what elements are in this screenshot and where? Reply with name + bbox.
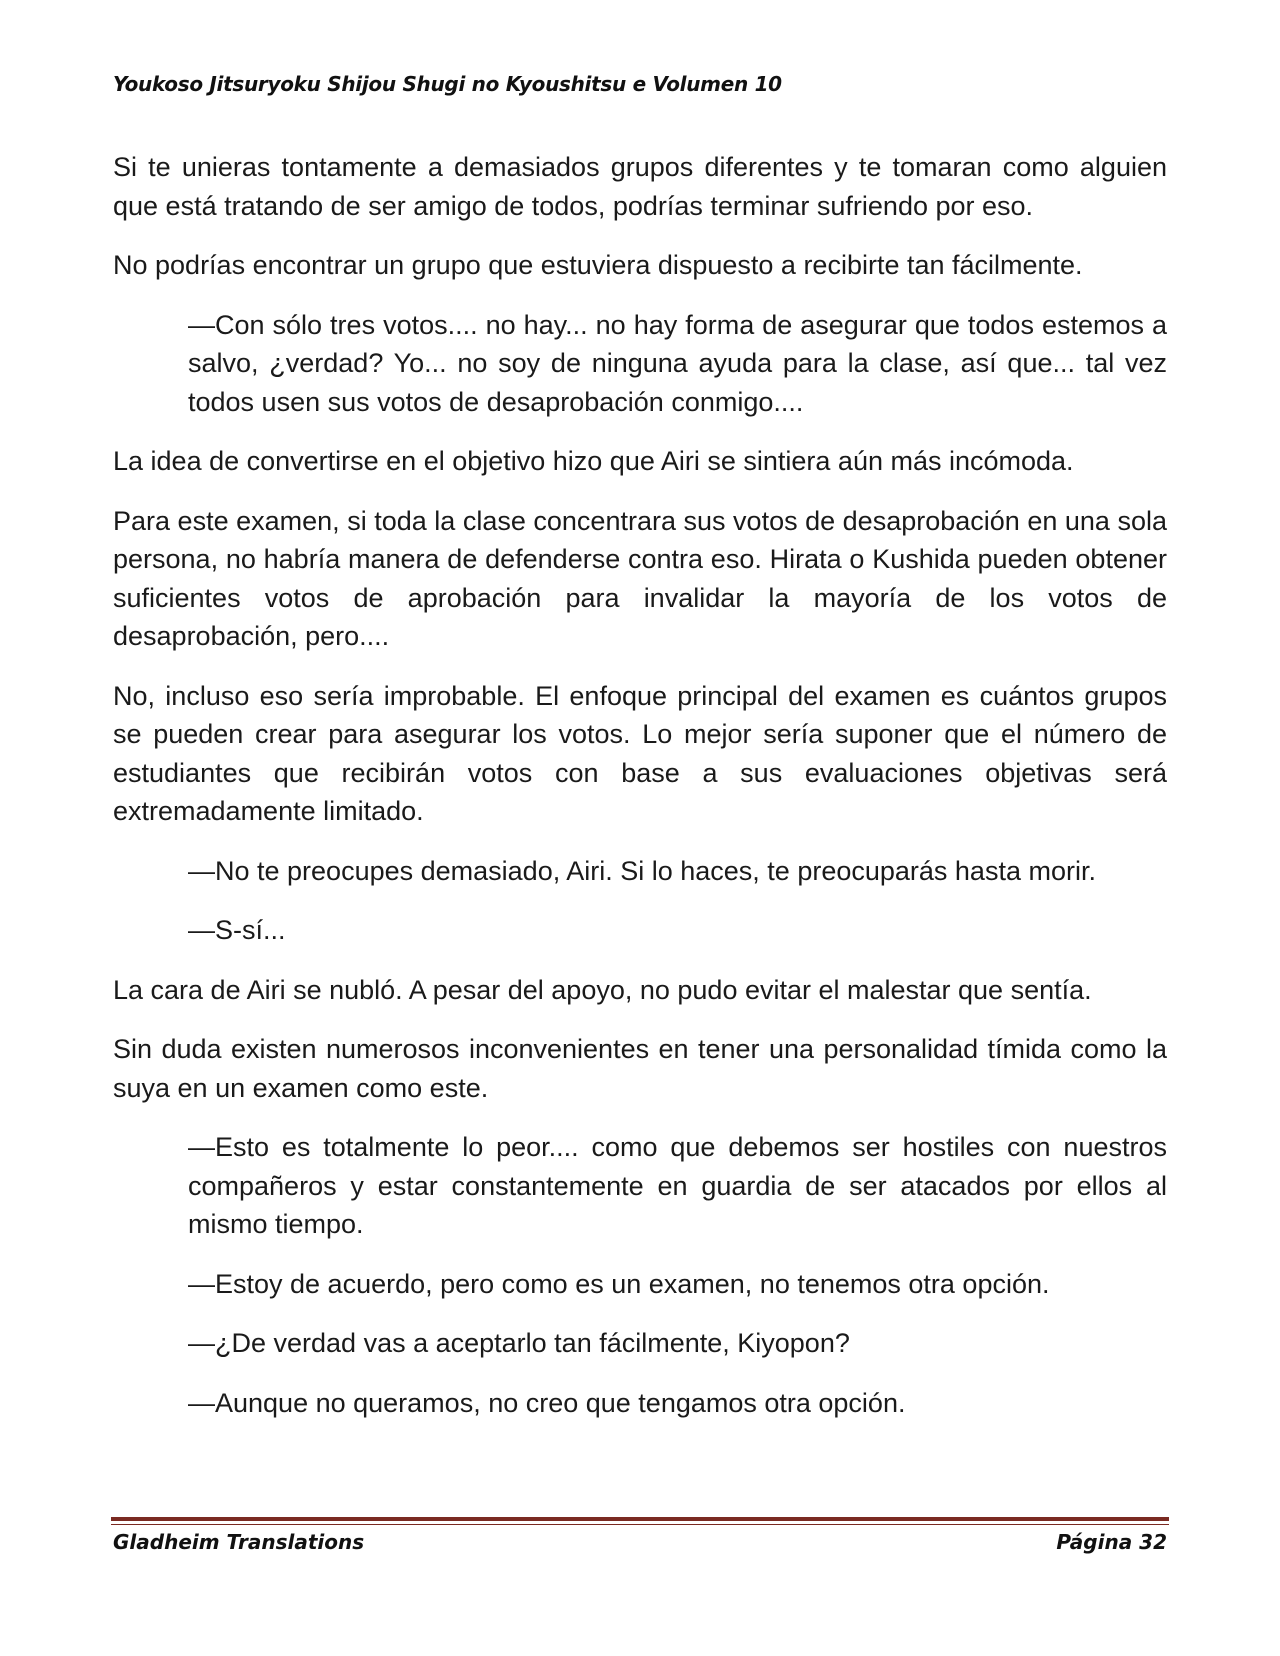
dialogue-paragraph: —No te preocupes demasiado, Airi. Si lo haces, te preocuparás hasta morir. [188, 855, 1096, 886]
footer-rule-thin [111, 1524, 1169, 1525]
paragraph: La idea de convertirse en el objetivo hizo que Airi se sintiera aún más incómoda. [113, 446, 1074, 476]
paragraph: No podrías encontrar un grupo que estuviera dispuesto a recibirte tan fácilmente. [113, 250, 1083, 280]
footer-translator: Gladheim Translations [113, 1530, 365, 1554]
paragraph: No, incluso eso sería improbable. El enfoque principal del examen es cuántos grupos se pueden crear para asegurar los votos. Lo mejor sería suponer que el número de estudiantes que recibirán votos con base a sus evaluaciones objetivas será extremadamente limitado. [113, 680, 1167, 826]
footer-page-number: Página 32 [1056, 1530, 1167, 1554]
paragraph: Sin duda existen numerosos inconvenientes en tener una personalidad tímida como la suya en un examen como este. [113, 1034, 1167, 1103]
dialogue-paragraph: —Con sólo tres votos.... no hay... no hay forma de asegurar que todos estemos a salvo, ¿verdad? Yo... no soy de ninguna ayuda para la clase, así que... tal vez todos usen sus votos de desaprobación conmigo.... [188, 309, 1167, 417]
dialogue-paragraph: —S-sí... [188, 915, 286, 945]
dialogue-paragraph: —Estoy de acuerdo, pero como es un examen, no tenemos otra opción. [188, 1268, 1050, 1299]
dialogue-paragraph: —Aunque no queramos, no creo que tengamos otra opción. [188, 1387, 906, 1418]
dialogue-paragraph: —Esto es totalmente lo peor.... como que debemos ser hostiles con nuestros compañeros y estar constantemente en guardia de ser atacados por ellos al mismo tiempo. [188, 1132, 1167, 1239]
footer-rule-thick [111, 1517, 1169, 1521]
dialogue-paragraph: —¿De verdad vas a aceptarlo tan fácilmente, Kiyopon? [188, 1328, 850, 1358]
page-header-title: Youkoso Jitsuryoku Shijou Shugi no Kyoushitsu e Volumen 10 [113, 72, 782, 96]
paragraph: Para este examen, si toda la clase concentrara sus votos de desaprobación en una sola persona, no habría manera de defenderse contra eso. Hirata o Kushida pueden obtener suficientes votos de aprobación para invalidar la mayoría de los votos de desaprobación, pero.... [113, 505, 1167, 651]
paragraph: La cara de Airi se nubló. A pesar del apoyo, no pudo evitar el malestar que sentía. [113, 974, 1092, 1005]
body-text [113, 148, 1167, 1443]
paragraph: Si te unieras tontamente a demasiados grupos diferentes y te tomaran como alguien que está tratando de ser amigo de todos, podrías terminar sufriendo por eso. [113, 152, 1167, 221]
